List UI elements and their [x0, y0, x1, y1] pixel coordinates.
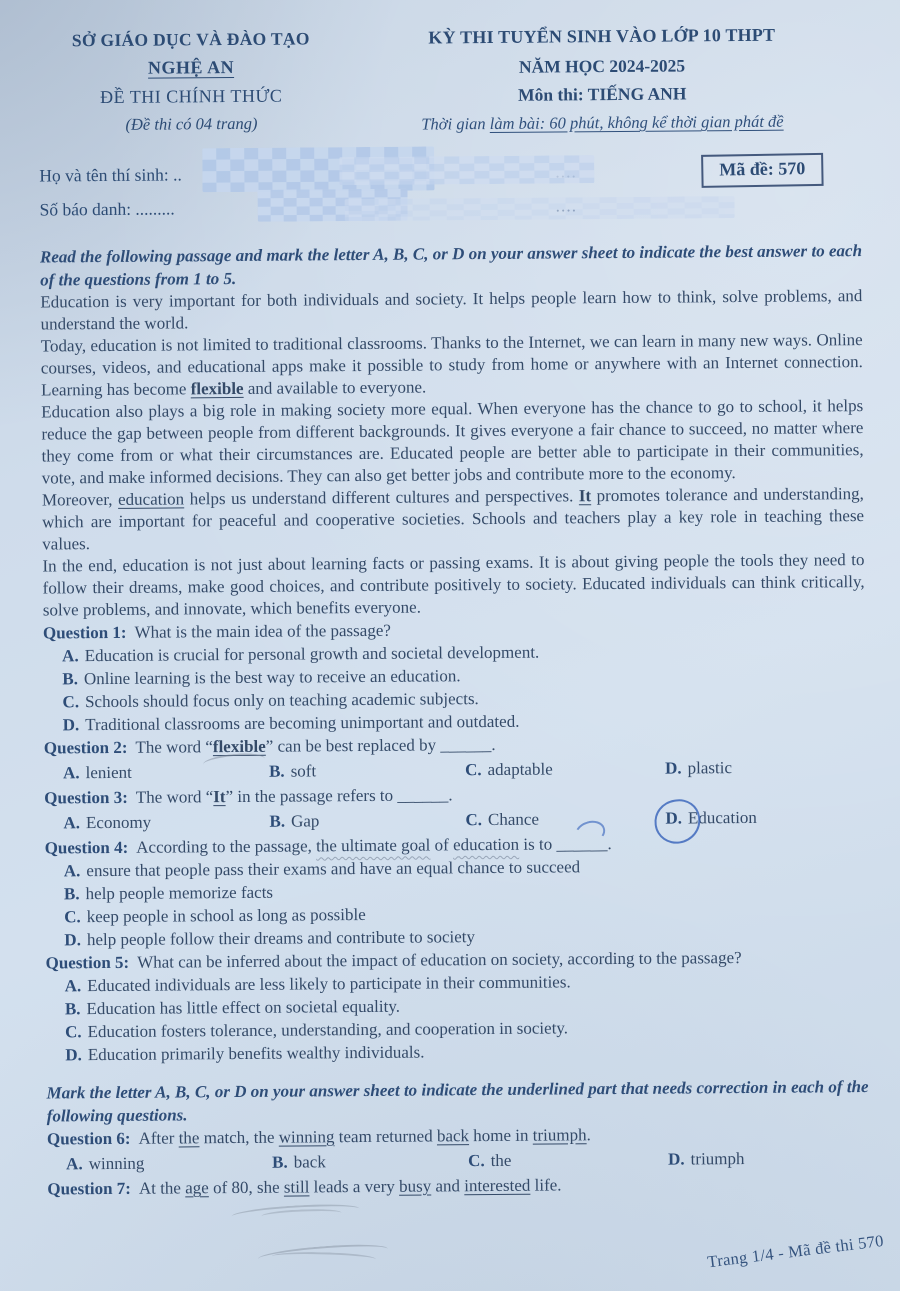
option-text: soft: [290, 761, 317, 781]
text-segment: match, the: [199, 1127, 279, 1148]
candidate-name-row: [39, 164, 182, 186]
text-segment: life.: [530, 1175, 562, 1195]
page-footer: Trang 1/4 - Mã đề thi 570: [705, 1230, 885, 1272]
text-segment: flexible: [190, 378, 244, 399]
question-block: [45, 830, 868, 951]
duration-underlined: làm bài: 60 phút, không kể thời gian phát đề: [489, 111, 784, 133]
passage-paragraph: [42, 549, 869, 621]
name-redaction-blur-light: [339, 155, 594, 185]
question-label: Question 4:: [44, 837, 129, 858]
option-letter: A.: [63, 813, 81, 833]
pencil-squiggle-option-a-winning-2: [261, 1208, 341, 1221]
option-letter: C.: [464, 760, 482, 780]
exam-code-box: [701, 153, 824, 188]
text-segment: back: [436, 1126, 470, 1146]
option-text: help people memorize facts: [85, 882, 274, 904]
exam-code-label: Mã đề: 570: [719, 158, 806, 180]
option-item: [465, 807, 665, 833]
option-text: adaptable: [487, 759, 553, 780]
question-block: [44, 780, 866, 835]
option-text: Education: [687, 807, 757, 828]
passage-paragraph: [41, 395, 868, 489]
text-segment: promotes tolerance and understanding, which are important for peaceful and cooperative societies. Schools and teachers play a key role in teaching these values.: [42, 484, 869, 554]
option-item: [269, 808, 465, 834]
option-text: Chance: [487, 809, 540, 830]
passage-paragraph: [40, 285, 867, 335]
option-item: [269, 758, 465, 784]
option-text: Education primarily benefits wealthy individuals.: [87, 1042, 425, 1065]
option-item: [272, 1149, 468, 1175]
option-letter: C.: [64, 907, 81, 927]
question-block: [47, 1121, 869, 1176]
option-text: Gap: [290, 811, 320, 831]
option-letter: A.: [66, 1154, 83, 1174]
option-text: Education has little effect on societal equality.: [86, 996, 401, 1019]
question-label: Question 1:: [42, 622, 127, 643]
text-segment: home in: [468, 1125, 533, 1146]
text-segment: Education also plays a big role in making society more equal. When everyone has the chance to go to school, it helps reduce the gap between people from different backgrounds. It gives everyone a fair chance to succeed, no matter where they come from or what their circumstances are. Educated people are better able to participate in their communities, vote, and make informed decisions. They can also get better jobs and contribute more to the economy.: [41, 396, 868, 488]
exam-body: [40, 239, 869, 1200]
option-text: Online learning is the best way to receive an education.: [83, 666, 461, 689]
text-segment: leads a very: [309, 1176, 400, 1197]
subject-line: Môn thi: TIẾNG ANH: [517, 83, 687, 105]
option-letter: C.: [468, 1151, 485, 1171]
page-header: [38, 24, 861, 137]
option-item: [66, 1151, 272, 1177]
option-letter: A.: [62, 646, 79, 666]
option-text: keep people in school as long as possible: [86, 904, 366, 927]
question-block: [44, 730, 866, 785]
section2-instructions: Mark the letter A, B, C, or D on your answer sheet to indicate the underlined part that needs correction in each of the following questions.: [46, 1077, 869, 1126]
option-text: ensure that people pass their exams and have an equal chance to succeed: [86, 857, 581, 881]
header-left-block: [38, 28, 344, 137]
option-item: [63, 810, 269, 836]
question-label: Question 2:: [43, 737, 128, 758]
text-segment: ” can be best replaced by ______.: [265, 734, 496, 756]
text-segment: education: [117, 489, 185, 509]
option-letter: D.: [65, 1045, 82, 1065]
text-segment: It: [213, 787, 226, 807]
text-segment: and available to everyone.: [243, 377, 427, 398]
option-letter: B.: [272, 1152, 288, 1172]
text-segment: Education is very important for both individuals and society. It helps people learn how to think, solve problems, and understand the world.: [40, 286, 867, 334]
option-text: Schools should focus only on teaching academic subjects.: [84, 689, 479, 712]
option-text: Educated individuals are less likely to participate in their communities.: [87, 972, 571, 996]
option-item: [465, 757, 665, 783]
option-letter: B.: [268, 761, 285, 781]
option-letter: A.: [64, 976, 82, 996]
option-letter: D.: [668, 1149, 685, 1169]
passage-paragraph: [41, 483, 869, 555]
questions-6-7: [47, 1121, 870, 1200]
school-year: NĂM HỌC 2024-2025: [518, 55, 686, 77]
pencil-scribble-question7: [257, 1241, 388, 1266]
pencil-squiggle-option-a-winning: [231, 1202, 360, 1224]
candidate-info-strip: [39, 151, 862, 233]
option-letter: B.: [63, 884, 80, 904]
options-list: [45, 853, 868, 951]
text-segment: According to the passage,: [136, 836, 317, 857]
header-right-block: [343, 24, 861, 135]
option-letter: A.: [62, 763, 80, 783]
candidate-id-label: Số báo danh: .........: [39, 198, 175, 220]
options-list: [43, 638, 866, 736]
option-letter: A.: [63, 861, 81, 881]
text-segment: of: [430, 835, 454, 855]
option-text: back: [293, 1152, 326, 1172]
text-segment: It: [578, 486, 592, 506]
duration-line: [344, 111, 861, 135]
option-item: [665, 805, 866, 831]
candidate-name-label: Họ và tên thí sinh: ..: [39, 164, 182, 186]
option-item: [668, 1146, 869, 1172]
option-text: triumph: [690, 1149, 745, 1169]
question-block: [43, 615, 866, 736]
option-text: help people follow their dreams and contribute to society: [86, 927, 476, 950]
pages-note: (Đề thi có 04 trang): [125, 113, 258, 134]
text-segment: the: [178, 1128, 200, 1148]
option-letter: C.: [62, 692, 80, 712]
text-segment: still: [283, 1177, 310, 1197]
question-label: Question 3:: [44, 787, 128, 808]
province-name: NGHỆ AN: [147, 56, 235, 78]
question-label: Question 5:: [45, 952, 130, 973]
option-letter: C.: [65, 1022, 82, 1042]
text-segment: busy: [398, 1176, 432, 1196]
passage-paragraph: [40, 329, 868, 401]
department-name: SỞ GIÁO DỤC VÀ ĐÀO TẠO: [71, 28, 310, 51]
option-text: plastic: [687, 758, 733, 778]
option-letter: B.: [62, 669, 78, 689]
duration-prefix: Thời gian: [421, 113, 490, 134]
text-segment: of 80, she: [208, 1177, 284, 1198]
text-segment: education: [452, 834, 520, 855]
text-segment: What is the main idea of the passage?: [134, 620, 391, 642]
text-segment: the ultimate goal: [316, 835, 431, 856]
text-segment: After: [138, 1128, 179, 1148]
text-segment: .: [586, 1125, 591, 1145]
id-redaction-blur-light: [345, 196, 735, 221]
option-letter: D.: [62, 715, 80, 735]
option-letter-pen-circled: D.: [665, 806, 682, 830]
text-segment: is to: [519, 834, 557, 854]
text-segment: What can be inferred about the impact of education on society, according to the passage?: [137, 948, 742, 972]
questions-1-5: [43, 615, 868, 1066]
text-segment: flexible: [212, 736, 266, 757]
option-text: the: [490, 1150, 512, 1171]
question-label: Question 6:: [46, 1128, 131, 1149]
text-segment: triumph: [532, 1125, 587, 1145]
options-list: [46, 968, 869, 1066]
option-text: winning: [88, 1153, 145, 1174]
option-item: [665, 755, 866, 781]
option-letter: D.: [64, 930, 81, 950]
option-text: lenient: [85, 762, 132, 783]
text-segment: interested: [464, 1175, 531, 1196]
text-segment: At the: [138, 1178, 186, 1198]
section1-instructions: Read the following passage and mark the letter A, B, C, or D on your answer sheet to indicate the best answer to each of the questions from 1 to 5.: [39, 241, 863, 290]
question-label: Question 7:: [47, 1178, 131, 1199]
text-segment: winning: [278, 1127, 335, 1147]
candidate-id-row: [40, 198, 175, 220]
option-text: Economy: [85, 812, 152, 833]
option-letter: B.: [269, 811, 286, 831]
official-exam-label: ĐỀ THI CHÍNH THỨC: [100, 85, 283, 108]
text-segment: helps us understand different cultures and perspectives.: [184, 486, 579, 509]
text-segment: Today, education is not limited to traditional classrooms. Thanks to the Internet, we can learn in many new ways. Online courses, videos, and educational apps make it possible to study from home or anywhere with an Internet connection. Learning has become: [40, 330, 868, 400]
option-text: Education is crucial for personal growth and societal development.: [84, 642, 540, 666]
text-segment: Moreover,: [41, 489, 119, 510]
text-segment: In the end, education is not just about learning facts or passing exams. It is about giving people the tools they need to follow their dreams, make good choices, and contribute positively to society. Educated individuals can think critically, solve problems, and innovate, which benefits everyone.: [42, 550, 869, 620]
option-item: [468, 1148, 668, 1174]
option-text: Education fosters tolerance, understanding, and cooperation in society.: [87, 1018, 569, 1042]
text-segment: The word “: [135, 787, 214, 807]
reading-passage: [40, 285, 869, 621]
text-segment: team returned: [334, 1126, 437, 1147]
question-block: [45, 945, 868, 1066]
text-segment: age: [185, 1178, 209, 1198]
text-segment: ” in the passage refers to ______.: [225, 785, 453, 807]
text-segment: ______.: [556, 834, 612, 854]
text-segment: and: [431, 1176, 465, 1196]
option-letter: C.: [465, 810, 483, 830]
text-segment: The word “: [135, 737, 213, 757]
option-letter: D.: [664, 758, 682, 778]
option-text: Traditional classrooms are becoming unimportant and outdated.: [85, 711, 520, 735]
option-letter: B.: [64, 999, 81, 1019]
exam-title: KỲ THI TUYỂN SINH VÀO LỚP 10 THPT: [428, 24, 776, 48]
pencil-scribble-question7-2: [272, 1251, 376, 1265]
